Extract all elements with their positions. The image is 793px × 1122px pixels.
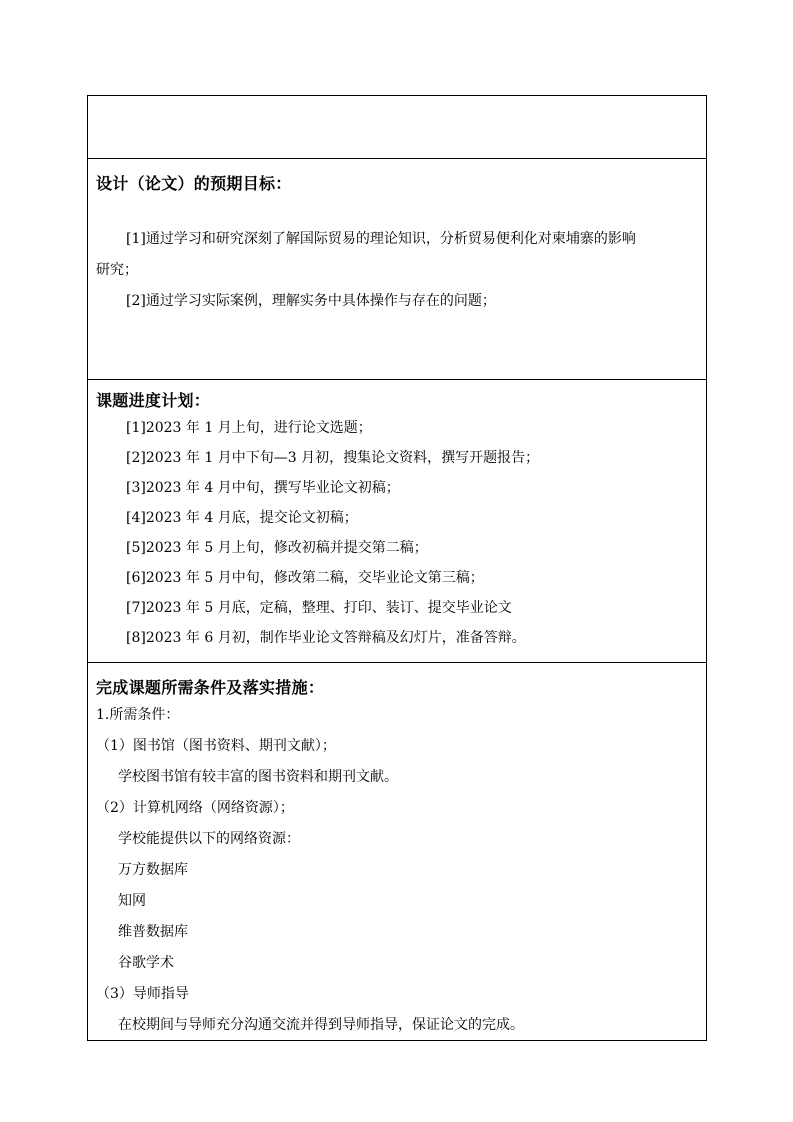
conditions-line: （2）计算机网络（网络资源）； — [96, 800, 294, 816]
goal-item-1-line-1: [1]通过学习和研究深刻了解国际贸易的理论知识，分析贸易便利化对柬埔寨的影响 — [126, 231, 636, 247]
progress-item: [4]2023 年 4 月底，提交论文初稿； — [126, 510, 358, 526]
conditions-line: 万方数据库 — [118, 862, 188, 878]
conditions-line: 在校期间与导师充分沟通交流并得到导师指导，保证论文的完成。 — [118, 1017, 524, 1033]
conditions-line: 学校能提供以下的网络资源： — [118, 831, 300, 847]
form-table — [87, 95, 707, 1041]
conditions-line: 知网 — [118, 893, 146, 909]
conditions-line: （3）导师指导 — [96, 986, 189, 1002]
progress-item: [5]2023 年 5 月上旬，修改初稿并提交第二稿； — [126, 540, 428, 556]
progress-item: [7]2023 年 5 月底，定稿，整理、打印、装订、提交毕业论文 — [126, 600, 512, 616]
conditions-line: 维普数据库 — [118, 924, 188, 940]
conditions-line: 学校图书馆有较丰富的图书资料和期刊文献。 — [118, 769, 398, 785]
conditions-section — [87, 663, 707, 1041]
goal-item-2: [2]通过学习实际案例，理解实务中具体操作与存在的问题； — [126, 293, 496, 309]
progress-item: [3]2023 年 4 月中旬，撰写毕业论文初稿； — [126, 480, 400, 496]
goals-heading: 设计（论文）的预期目标： — [96, 174, 292, 193]
goal-item-1-line-2: 研究； — [96, 262, 138, 278]
goals-section — [87, 159, 707, 380]
progress-item: [2]2023 年 1 月中下旬—3 月初，搜集论文资料，撰写开题报告； — [126, 450, 540, 466]
conditions-heading: 完成课题所需条件及落实措施： — [96, 678, 325, 697]
conditions-line: 谷歌学术 — [118, 955, 174, 971]
progress-section — [87, 380, 707, 663]
progress-item: [8]2023 年 6 月初，制作毕业论文答辩稿及幻灯片，准备答辩。 — [126, 630, 526, 646]
progress-heading: 课题进度计划： — [96, 391, 211, 410]
progress-item: [6]2023 年 5 月中旬，修改第二稿，交毕业论文第三稿； — [126, 570, 484, 586]
empty-top-cell — [87, 95, 707, 159]
progress-item: [1]2023 年 1 月上旬，进行论文选题； — [126, 420, 372, 436]
conditions-line: （1）图书馆（图书资料、期刊文献）； — [96, 738, 336, 754]
conditions-line: 1.所需条件： — [96, 707, 180, 723]
